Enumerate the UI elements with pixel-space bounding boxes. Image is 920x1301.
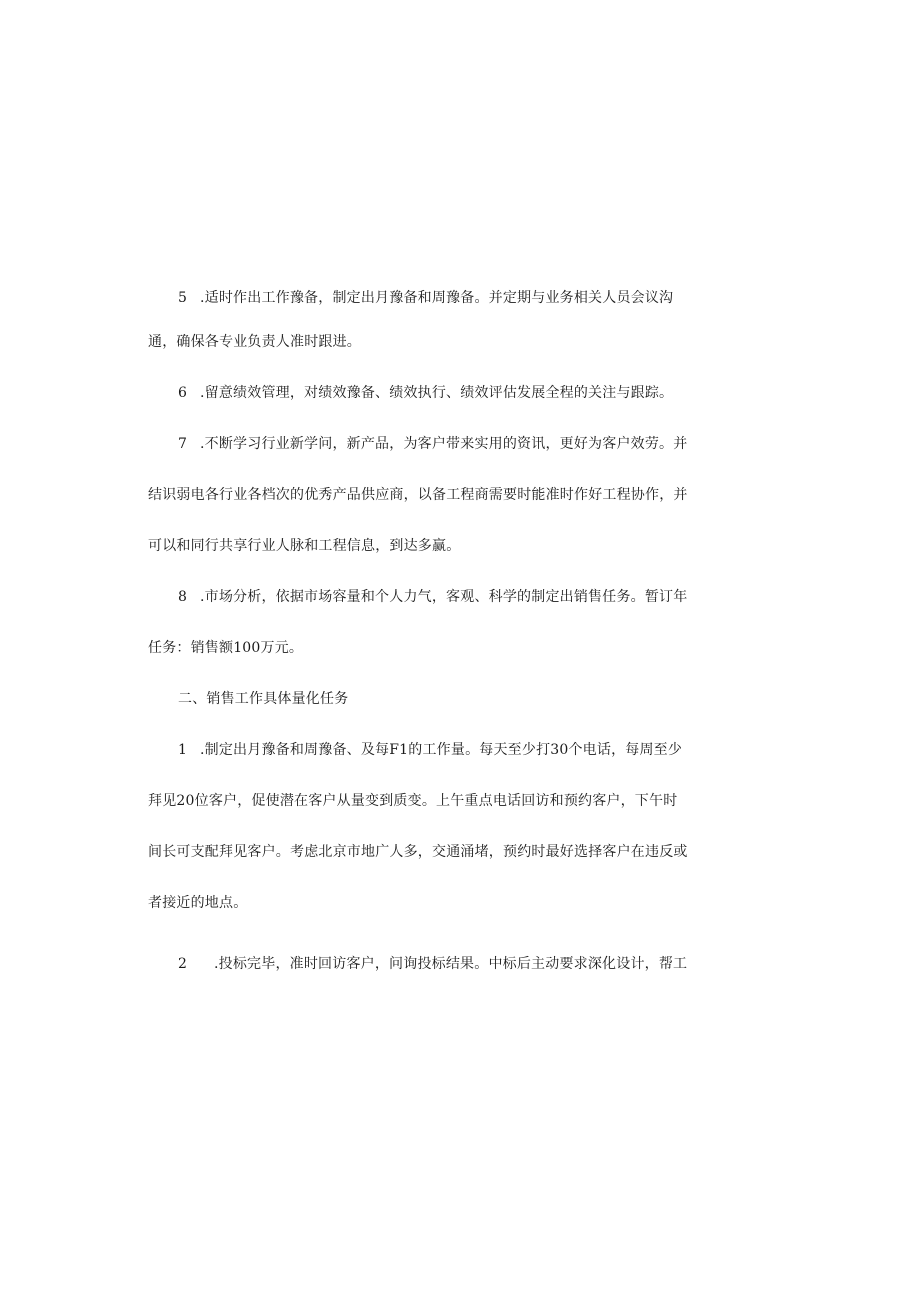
item-number: 2 <box>178 956 188 972</box>
paragraph-8-line-1 <box>178 587 687 607</box>
task-1-line-2 <box>148 791 677 811</box>
line-text: .市场分析，依据市场容量和个人力气，客观、科学的制定出销售任务。暂订年 <box>200 589 688 605</box>
item-number: 8 <box>178 589 188 605</box>
line-text: .适时作出工作豫备，制定出月豫备和周豫备。并定期与业务相关人员会议沟 <box>200 290 674 306</box>
line-text: .不断学习行业新学问，新产品，为客户带来实用的资讯，更好为客户效劳。并 <box>200 436 688 452</box>
paragraph-7-line-3 <box>148 536 460 556</box>
line-text: .投标完毕，准时回访客户，问询投标结果。中标后主动要求深化设计，帮工 <box>214 956 688 972</box>
task-1-line-1 <box>178 740 682 760</box>
item-number: 6 <box>178 385 188 401</box>
heading-text: 二、销售工作具体量化任务 <box>178 691 349 707</box>
task-2-line-1 <box>178 954 687 974</box>
paragraph-6-line-1 <box>178 383 673 403</box>
task-1-line-3 <box>148 842 688 862</box>
item-number: 1 <box>178 742 188 758</box>
paragraph-5-line-2 <box>148 332 361 352</box>
line-text: 通，确保各专业负责人准时跟进。 <box>148 334 361 350</box>
line-text: .制定出月豫备和周豫备、及每F1的工作量。每天至少打30个电话，每周至少 <box>200 742 683 758</box>
task-1-line-4 <box>148 893 247 913</box>
line-text: 间长可支配拜见客户。考虑北京市地广人多，交通涌堵，预约时最好选择客户在违反或 <box>148 844 688 860</box>
line-text: 者接近的地点。 <box>148 895 248 911</box>
section-heading <box>178 689 348 709</box>
line-text: .留意绩效管理，对绩效豫备、绩效执行、绩效评估发展全程的关注与跟踪。 <box>200 385 674 401</box>
paragraph-7-line-2 <box>148 485 688 505</box>
paragraph-7-line-1 <box>178 434 687 454</box>
item-number: 7 <box>178 436 188 452</box>
line-text: 可以和同行共享行业人脉和工程信息，到达多赢。 <box>148 538 461 554</box>
item-number: 5 <box>178 290 188 306</box>
paragraph-5-line-1 <box>178 288 673 308</box>
line-text: 拜见20位客户，促使潜在客户从量变到质变。上午重点电话回访和预约客户，下午时 <box>148 793 678 809</box>
paragraph-8-line-2 <box>148 638 303 658</box>
line-text: 任务：销售额100万元。 <box>148 640 304 656</box>
line-text: 结识弱电各行业各档次的优秀产品供应商，以备工程商需要时能准时作好工程协作，并 <box>148 487 688 503</box>
